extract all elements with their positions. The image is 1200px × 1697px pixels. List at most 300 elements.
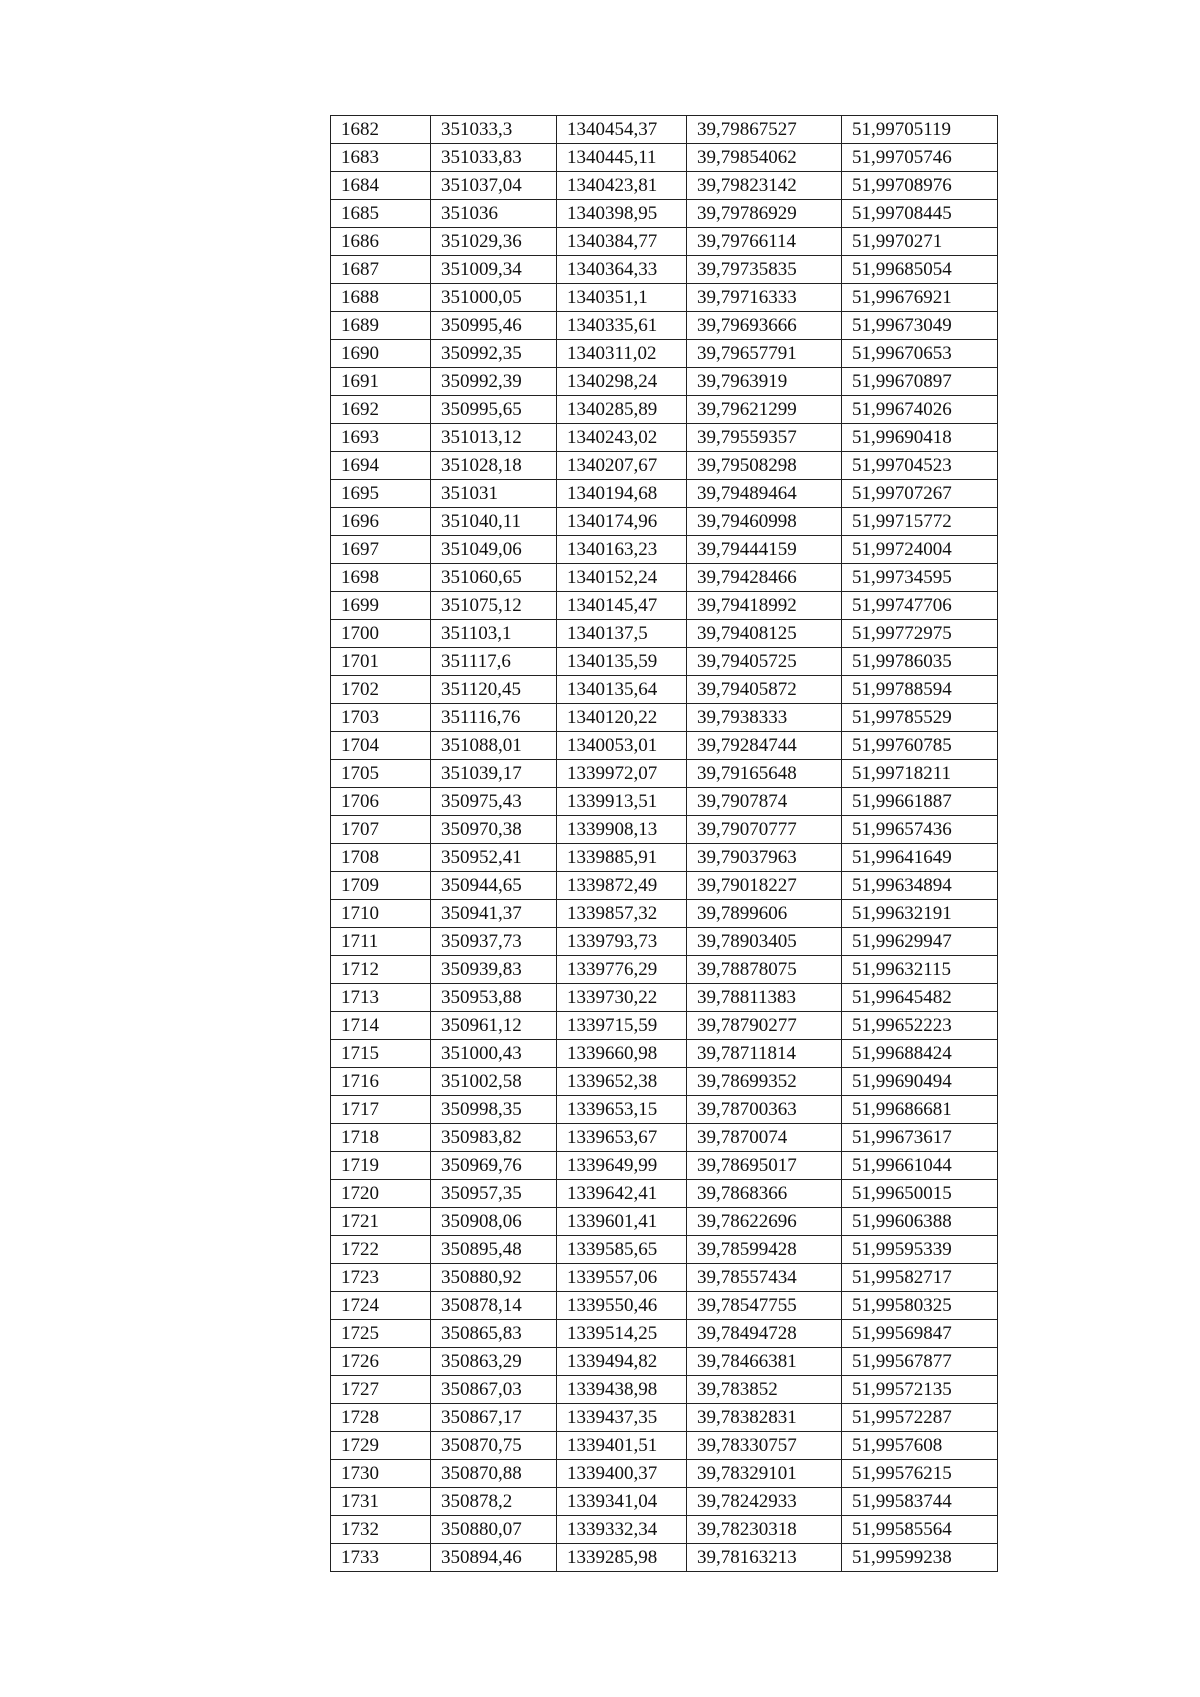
- latitude-cell: 39,78557434: [687, 1264, 842, 1292]
- latitude-cell: 39,78622696: [687, 1208, 842, 1236]
- y-coordinate-cell: 1339550,46: [557, 1292, 687, 1320]
- latitude-cell: 39,78330757: [687, 1432, 842, 1460]
- point-number-cell: 1709: [331, 872, 431, 900]
- longitude-cell: 51,99686681: [842, 1096, 998, 1124]
- longitude-cell: 51,99760785: [842, 732, 998, 760]
- latitude-cell: 39,79037963: [687, 844, 842, 872]
- point-number-cell: 1726: [331, 1348, 431, 1376]
- x-coordinate-cell: 350895,48: [431, 1236, 557, 1264]
- point-number-cell: 1694: [331, 452, 431, 480]
- y-coordinate-cell: 1339438,98: [557, 1376, 687, 1404]
- y-coordinate-cell: 1340137,5: [557, 620, 687, 648]
- y-coordinate-cell: 1340152,24: [557, 564, 687, 592]
- y-coordinate-cell: 1340285,89: [557, 396, 687, 424]
- table-row: [331, 564, 998, 592]
- y-coordinate-cell: 1340351,1: [557, 284, 687, 312]
- longitude-cell: 51,99606388: [842, 1208, 998, 1236]
- table-row: [331, 1040, 998, 1068]
- x-coordinate-cell: 351029,36: [431, 228, 557, 256]
- table-row: [331, 396, 998, 424]
- point-number-cell: 1719: [331, 1152, 431, 1180]
- y-coordinate-cell: 1339972,07: [557, 760, 687, 788]
- latitude-cell: 39,79489464: [687, 480, 842, 508]
- table-row: [331, 676, 998, 704]
- point-number-cell: 1728: [331, 1404, 431, 1432]
- longitude-cell: 51,99583744: [842, 1488, 998, 1516]
- table-row: [331, 984, 998, 1012]
- table-row: [331, 844, 998, 872]
- table-row: [331, 732, 998, 760]
- longitude-cell: 51,99585564: [842, 1516, 998, 1544]
- x-coordinate-cell: 350975,43: [431, 788, 557, 816]
- longitude-cell: 51,99704523: [842, 452, 998, 480]
- table-row: [331, 1488, 998, 1516]
- latitude-cell: 39,79854062: [687, 144, 842, 172]
- table-row: [331, 760, 998, 788]
- x-coordinate-cell: 350995,65: [431, 396, 557, 424]
- y-coordinate-cell: 1340135,59: [557, 648, 687, 676]
- y-coordinate-cell: 1339494,82: [557, 1348, 687, 1376]
- latitude-cell: 39,783852: [687, 1376, 842, 1404]
- latitude-cell: 39,78242933: [687, 1488, 842, 1516]
- y-coordinate-cell: 1340454,37: [557, 116, 687, 144]
- table-row: [331, 592, 998, 620]
- point-number-cell: 1720: [331, 1180, 431, 1208]
- latitude-cell: 39,79508298: [687, 452, 842, 480]
- longitude-cell: 51,99582717: [842, 1264, 998, 1292]
- latitude-cell: 39,79766114: [687, 228, 842, 256]
- latitude-cell: 39,79621299: [687, 396, 842, 424]
- latitude-cell: 39,7963919: [687, 368, 842, 396]
- x-coordinate-cell: 350992,39: [431, 368, 557, 396]
- longitude-cell: 51,99670897: [842, 368, 998, 396]
- table-row: [331, 704, 998, 732]
- latitude-cell: 39,79418992: [687, 592, 842, 620]
- table-row: [331, 228, 998, 256]
- x-coordinate-cell: 351088,01: [431, 732, 557, 760]
- latitude-cell: 39,78382831: [687, 1404, 842, 1432]
- y-coordinate-cell: 1339585,65: [557, 1236, 687, 1264]
- point-number-cell: 1715: [331, 1040, 431, 1068]
- longitude-cell: 51,99786035: [842, 648, 998, 676]
- latitude-cell: 39,78811383: [687, 984, 842, 1012]
- y-coordinate-cell: 1340445,11: [557, 144, 687, 172]
- x-coordinate-cell: 351031: [431, 480, 557, 508]
- latitude-cell: 39,79070777: [687, 816, 842, 844]
- y-coordinate-cell: 1339649,99: [557, 1152, 687, 1180]
- longitude-cell: 51,9957608: [842, 1432, 998, 1460]
- x-coordinate-cell: 350878,14: [431, 1292, 557, 1320]
- longitude-cell: 51,99708445: [842, 200, 998, 228]
- longitude-cell: 51,99599238: [842, 1544, 998, 1572]
- x-coordinate-cell: 351116,76: [431, 704, 557, 732]
- y-coordinate-cell: 1339332,34: [557, 1516, 687, 1544]
- point-number-cell: 1731: [331, 1488, 431, 1516]
- y-coordinate-cell: 1340398,95: [557, 200, 687, 228]
- y-coordinate-cell: 1339730,22: [557, 984, 687, 1012]
- table-row: [331, 144, 998, 172]
- x-coordinate-cell: 351103,1: [431, 620, 557, 648]
- table-row: [331, 872, 998, 900]
- table-row: [331, 956, 998, 984]
- y-coordinate-cell: 1340243,02: [557, 424, 687, 452]
- longitude-cell: 51,99629947: [842, 928, 998, 956]
- latitude-cell: 39,7938333: [687, 704, 842, 732]
- longitude-cell: 51,99650015: [842, 1180, 998, 1208]
- y-coordinate-cell: 1339514,25: [557, 1320, 687, 1348]
- table-row: [331, 452, 998, 480]
- x-coordinate-cell: 350939,83: [431, 956, 557, 984]
- x-coordinate-cell: 350870,88: [431, 1460, 557, 1488]
- latitude-cell: 39,78699352: [687, 1068, 842, 1096]
- longitude-cell: 51,99670653: [842, 340, 998, 368]
- longitude-cell: 51,99788594: [842, 676, 998, 704]
- point-number-cell: 1702: [331, 676, 431, 704]
- point-number-cell: 1729: [331, 1432, 431, 1460]
- latitude-cell: 39,7868366: [687, 1180, 842, 1208]
- table-row: [331, 172, 998, 200]
- table-row: [331, 1376, 998, 1404]
- point-number-cell: 1683: [331, 144, 431, 172]
- y-coordinate-cell: 1339793,73: [557, 928, 687, 956]
- x-coordinate-cell: 351009,34: [431, 256, 557, 284]
- latitude-cell: 39,78230318: [687, 1516, 842, 1544]
- point-number-cell: 1707: [331, 816, 431, 844]
- point-number-cell: 1733: [331, 1544, 431, 1572]
- y-coordinate-cell: 1340145,47: [557, 592, 687, 620]
- table-row: [331, 1180, 998, 1208]
- latitude-cell: 39,79428466: [687, 564, 842, 592]
- y-coordinate-cell: 1339437,35: [557, 1404, 687, 1432]
- latitude-cell: 39,7907874: [687, 788, 842, 816]
- x-coordinate-cell: 350998,35: [431, 1096, 557, 1124]
- table-row: [331, 256, 998, 284]
- latitude-cell: 39,78711814: [687, 1040, 842, 1068]
- point-number-cell: 1693: [331, 424, 431, 452]
- table-row: [331, 1460, 998, 1488]
- x-coordinate-cell: 351049,06: [431, 536, 557, 564]
- latitude-cell: 39,79559357: [687, 424, 842, 452]
- y-coordinate-cell: 1339652,38: [557, 1068, 687, 1096]
- point-number-cell: 1691: [331, 368, 431, 396]
- point-number-cell: 1703: [331, 704, 431, 732]
- latitude-cell: 39,78547755: [687, 1292, 842, 1320]
- point-number-cell: 1700: [331, 620, 431, 648]
- x-coordinate-cell: 350894,46: [431, 1544, 557, 1572]
- point-number-cell: 1690: [331, 340, 431, 368]
- latitude-cell: 39,79405872: [687, 676, 842, 704]
- table-row: [331, 1320, 998, 1348]
- table-row: [331, 1152, 998, 1180]
- x-coordinate-cell: 351060,65: [431, 564, 557, 592]
- point-number-cell: 1688: [331, 284, 431, 312]
- y-coordinate-cell: 1340174,96: [557, 508, 687, 536]
- x-coordinate-cell: 350941,37: [431, 900, 557, 928]
- x-coordinate-cell: 350961,12: [431, 1012, 557, 1040]
- point-number-cell: 1689: [331, 312, 431, 340]
- longitude-cell: 51,99718211: [842, 760, 998, 788]
- longitude-cell: 51,99690418: [842, 424, 998, 452]
- x-coordinate-cell: 351040,11: [431, 508, 557, 536]
- point-number-cell: 1698: [331, 564, 431, 592]
- longitude-cell: 51,99747706: [842, 592, 998, 620]
- table-row: [331, 1348, 998, 1376]
- latitude-cell: 39,78163213: [687, 1544, 842, 1572]
- x-coordinate-cell: 350867,03: [431, 1376, 557, 1404]
- longitude-cell: 51,99661887: [842, 788, 998, 816]
- point-number-cell: 1708: [331, 844, 431, 872]
- y-coordinate-cell: 1339715,59: [557, 1012, 687, 1040]
- y-coordinate-cell: 1339857,32: [557, 900, 687, 928]
- table-row: [331, 340, 998, 368]
- longitude-cell: 51,99632191: [842, 900, 998, 928]
- point-number-cell: 1721: [331, 1208, 431, 1236]
- table-row: [331, 116, 998, 144]
- table-row: [331, 928, 998, 956]
- x-coordinate-cell: 350880,92: [431, 1264, 557, 1292]
- table-row: [331, 480, 998, 508]
- x-coordinate-cell: 350937,73: [431, 928, 557, 956]
- latitude-cell: 39,79716333: [687, 284, 842, 312]
- x-coordinate-cell: 350867,17: [431, 1404, 557, 1432]
- x-coordinate-cell: 351028,18: [431, 452, 557, 480]
- table-row: [331, 620, 998, 648]
- longitude-cell: 51,99707267: [842, 480, 998, 508]
- x-coordinate-cell: 351037,04: [431, 172, 557, 200]
- coordinates-table: [330, 115, 998, 1572]
- latitude-cell: 39,79786929: [687, 200, 842, 228]
- y-coordinate-cell: 1340163,23: [557, 536, 687, 564]
- point-number-cell: 1705: [331, 760, 431, 788]
- point-number-cell: 1717: [331, 1096, 431, 1124]
- x-coordinate-cell: 350992,35: [431, 340, 557, 368]
- latitude-cell: 39,7899606: [687, 900, 842, 928]
- table-row: [331, 1404, 998, 1432]
- longitude-cell: 51,99688424: [842, 1040, 998, 1068]
- x-coordinate-cell: 350878,2: [431, 1488, 557, 1516]
- table-row: [331, 900, 998, 928]
- longitude-cell: 51,99772975: [842, 620, 998, 648]
- latitude-cell: 39,79867527: [687, 116, 842, 144]
- y-coordinate-cell: 1339401,51: [557, 1432, 687, 1460]
- point-number-cell: 1682: [331, 116, 431, 144]
- x-coordinate-cell: 350880,07: [431, 1516, 557, 1544]
- point-number-cell: 1711: [331, 928, 431, 956]
- longitude-cell: 51,99673049: [842, 312, 998, 340]
- x-coordinate-cell: 350970,38: [431, 816, 557, 844]
- y-coordinate-cell: 1340311,02: [557, 340, 687, 368]
- point-number-cell: 1706: [331, 788, 431, 816]
- x-coordinate-cell: 350865,83: [431, 1320, 557, 1348]
- x-coordinate-cell: 351039,17: [431, 760, 557, 788]
- longitude-cell: 51,99705119: [842, 116, 998, 144]
- latitude-cell: 39,7870074: [687, 1124, 842, 1152]
- y-coordinate-cell: 1340120,22: [557, 704, 687, 732]
- y-coordinate-cell: 1339642,41: [557, 1180, 687, 1208]
- table-row: [331, 1516, 998, 1544]
- y-coordinate-cell: 1339653,15: [557, 1096, 687, 1124]
- latitude-cell: 39,79018227: [687, 872, 842, 900]
- y-coordinate-cell: 1339885,91: [557, 844, 687, 872]
- latitude-cell: 39,78695017: [687, 1152, 842, 1180]
- longitude-cell: 51,99567877: [842, 1348, 998, 1376]
- table-row: [331, 1432, 998, 1460]
- point-number-cell: 1727: [331, 1376, 431, 1404]
- longitude-cell: 51,99715772: [842, 508, 998, 536]
- x-coordinate-cell: 351117,6: [431, 648, 557, 676]
- longitude-cell: 51,99645482: [842, 984, 998, 1012]
- table-row: [331, 1292, 998, 1320]
- latitude-cell: 39,79165648: [687, 760, 842, 788]
- x-coordinate-cell: 351002,58: [431, 1068, 557, 1096]
- x-coordinate-cell: 351033,3: [431, 116, 557, 144]
- point-number-cell: 1692: [331, 396, 431, 424]
- table-row: [331, 816, 998, 844]
- point-number-cell: 1701: [331, 648, 431, 676]
- latitude-cell: 39,79405725: [687, 648, 842, 676]
- y-coordinate-cell: 1340135,64: [557, 676, 687, 704]
- x-coordinate-cell: 350969,76: [431, 1152, 557, 1180]
- table-row: [331, 1264, 998, 1292]
- table-row: [331, 1236, 998, 1264]
- point-number-cell: 1725: [331, 1320, 431, 1348]
- latitude-cell: 39,79408125: [687, 620, 842, 648]
- y-coordinate-cell: 1340364,33: [557, 256, 687, 284]
- point-number-cell: 1685: [331, 200, 431, 228]
- longitude-cell: 51,9970271: [842, 228, 998, 256]
- point-number-cell: 1714: [331, 1012, 431, 1040]
- longitude-cell: 51,99580325: [842, 1292, 998, 1320]
- latitude-cell: 39,79284744: [687, 732, 842, 760]
- longitude-cell: 51,99572287: [842, 1404, 998, 1432]
- coordinates-table-body: [331, 116, 998, 1572]
- longitude-cell: 51,99634894: [842, 872, 998, 900]
- longitude-cell: 51,99676921: [842, 284, 998, 312]
- x-coordinate-cell: 350957,35: [431, 1180, 557, 1208]
- table-row: [331, 788, 998, 816]
- x-coordinate-cell: 351000,05: [431, 284, 557, 312]
- y-coordinate-cell: 1339601,41: [557, 1208, 687, 1236]
- point-number-cell: 1722: [331, 1236, 431, 1264]
- table-row: [331, 284, 998, 312]
- longitude-cell: 51,99572135: [842, 1376, 998, 1404]
- y-coordinate-cell: 1339776,29: [557, 956, 687, 984]
- point-number-cell: 1699: [331, 592, 431, 620]
- longitude-cell: 51,99632115: [842, 956, 998, 984]
- longitude-cell: 51,99576215: [842, 1460, 998, 1488]
- table-row: [331, 508, 998, 536]
- y-coordinate-cell: 1340335,61: [557, 312, 687, 340]
- point-number-cell: 1713: [331, 984, 431, 1012]
- table-row: [331, 424, 998, 452]
- longitude-cell: 51,99641649: [842, 844, 998, 872]
- y-coordinate-cell: 1339872,49: [557, 872, 687, 900]
- point-number-cell: 1723: [331, 1264, 431, 1292]
- longitude-cell: 51,99705746: [842, 144, 998, 172]
- latitude-cell: 39,78329101: [687, 1460, 842, 1488]
- x-coordinate-cell: 350870,75: [431, 1432, 557, 1460]
- longitude-cell: 51,99595339: [842, 1236, 998, 1264]
- longitude-cell: 51,99661044: [842, 1152, 998, 1180]
- point-number-cell: 1732: [331, 1516, 431, 1544]
- longitude-cell: 51,99657436: [842, 816, 998, 844]
- longitude-cell: 51,99652223: [842, 1012, 998, 1040]
- x-coordinate-cell: 350863,29: [431, 1348, 557, 1376]
- x-coordinate-cell: 350953,88: [431, 984, 557, 1012]
- table-row: [331, 1544, 998, 1572]
- point-number-cell: 1696: [331, 508, 431, 536]
- table-row: [331, 1012, 998, 1040]
- point-number-cell: 1687: [331, 256, 431, 284]
- y-coordinate-cell: 1340207,67: [557, 452, 687, 480]
- x-coordinate-cell: 351000,43: [431, 1040, 557, 1068]
- x-coordinate-cell: 350983,82: [431, 1124, 557, 1152]
- x-coordinate-cell: 351120,45: [431, 676, 557, 704]
- latitude-cell: 39,78700363: [687, 1096, 842, 1124]
- latitude-cell: 39,79735835: [687, 256, 842, 284]
- point-number-cell: 1718: [331, 1124, 431, 1152]
- table-row: [331, 312, 998, 340]
- point-number-cell: 1716: [331, 1068, 431, 1096]
- table-row: [331, 1096, 998, 1124]
- y-coordinate-cell: 1340384,77: [557, 228, 687, 256]
- latitude-cell: 39,79444159: [687, 536, 842, 564]
- y-coordinate-cell: 1340053,01: [557, 732, 687, 760]
- longitude-cell: 51,99569847: [842, 1320, 998, 1348]
- latitude-cell: 39,78599428: [687, 1236, 842, 1264]
- table-row: [331, 1208, 998, 1236]
- longitude-cell: 51,99673617: [842, 1124, 998, 1152]
- longitude-cell: 51,99734595: [842, 564, 998, 592]
- table-row: [331, 648, 998, 676]
- x-coordinate-cell: 351033,83: [431, 144, 557, 172]
- point-number-cell: 1695: [331, 480, 431, 508]
- latitude-cell: 39,78466381: [687, 1348, 842, 1376]
- table-row: [331, 200, 998, 228]
- table-row: [331, 1124, 998, 1152]
- latitude-cell: 39,78903405: [687, 928, 842, 956]
- point-number-cell: 1724: [331, 1292, 431, 1320]
- y-coordinate-cell: 1339400,37: [557, 1460, 687, 1488]
- longitude-cell: 51,99785529: [842, 704, 998, 732]
- x-coordinate-cell: 351013,12: [431, 424, 557, 452]
- latitude-cell: 39,79657791: [687, 340, 842, 368]
- x-coordinate-cell: 351036: [431, 200, 557, 228]
- point-number-cell: 1704: [331, 732, 431, 760]
- x-coordinate-cell: 351075,12: [431, 592, 557, 620]
- longitude-cell: 51,99674026: [842, 396, 998, 424]
- point-number-cell: 1697: [331, 536, 431, 564]
- table-row: [331, 1068, 998, 1096]
- point-number-cell: 1730: [331, 1460, 431, 1488]
- longitude-cell: 51,99685054: [842, 256, 998, 284]
- latitude-cell: 39,78494728: [687, 1320, 842, 1348]
- longitude-cell: 51,99724004: [842, 536, 998, 564]
- y-coordinate-cell: 1339341,04: [557, 1488, 687, 1516]
- table-row: [331, 368, 998, 396]
- y-coordinate-cell: 1339653,67: [557, 1124, 687, 1152]
- x-coordinate-cell: 350952,41: [431, 844, 557, 872]
- y-coordinate-cell: 1339285,98: [557, 1544, 687, 1572]
- y-coordinate-cell: 1339557,06: [557, 1264, 687, 1292]
- x-coordinate-cell: 350995,46: [431, 312, 557, 340]
- y-coordinate-cell: 1340423,81: [557, 172, 687, 200]
- latitude-cell: 39,79693666: [687, 312, 842, 340]
- point-number-cell: 1686: [331, 228, 431, 256]
- point-number-cell: 1710: [331, 900, 431, 928]
- x-coordinate-cell: 350944,65: [431, 872, 557, 900]
- y-coordinate-cell: 1340194,68: [557, 480, 687, 508]
